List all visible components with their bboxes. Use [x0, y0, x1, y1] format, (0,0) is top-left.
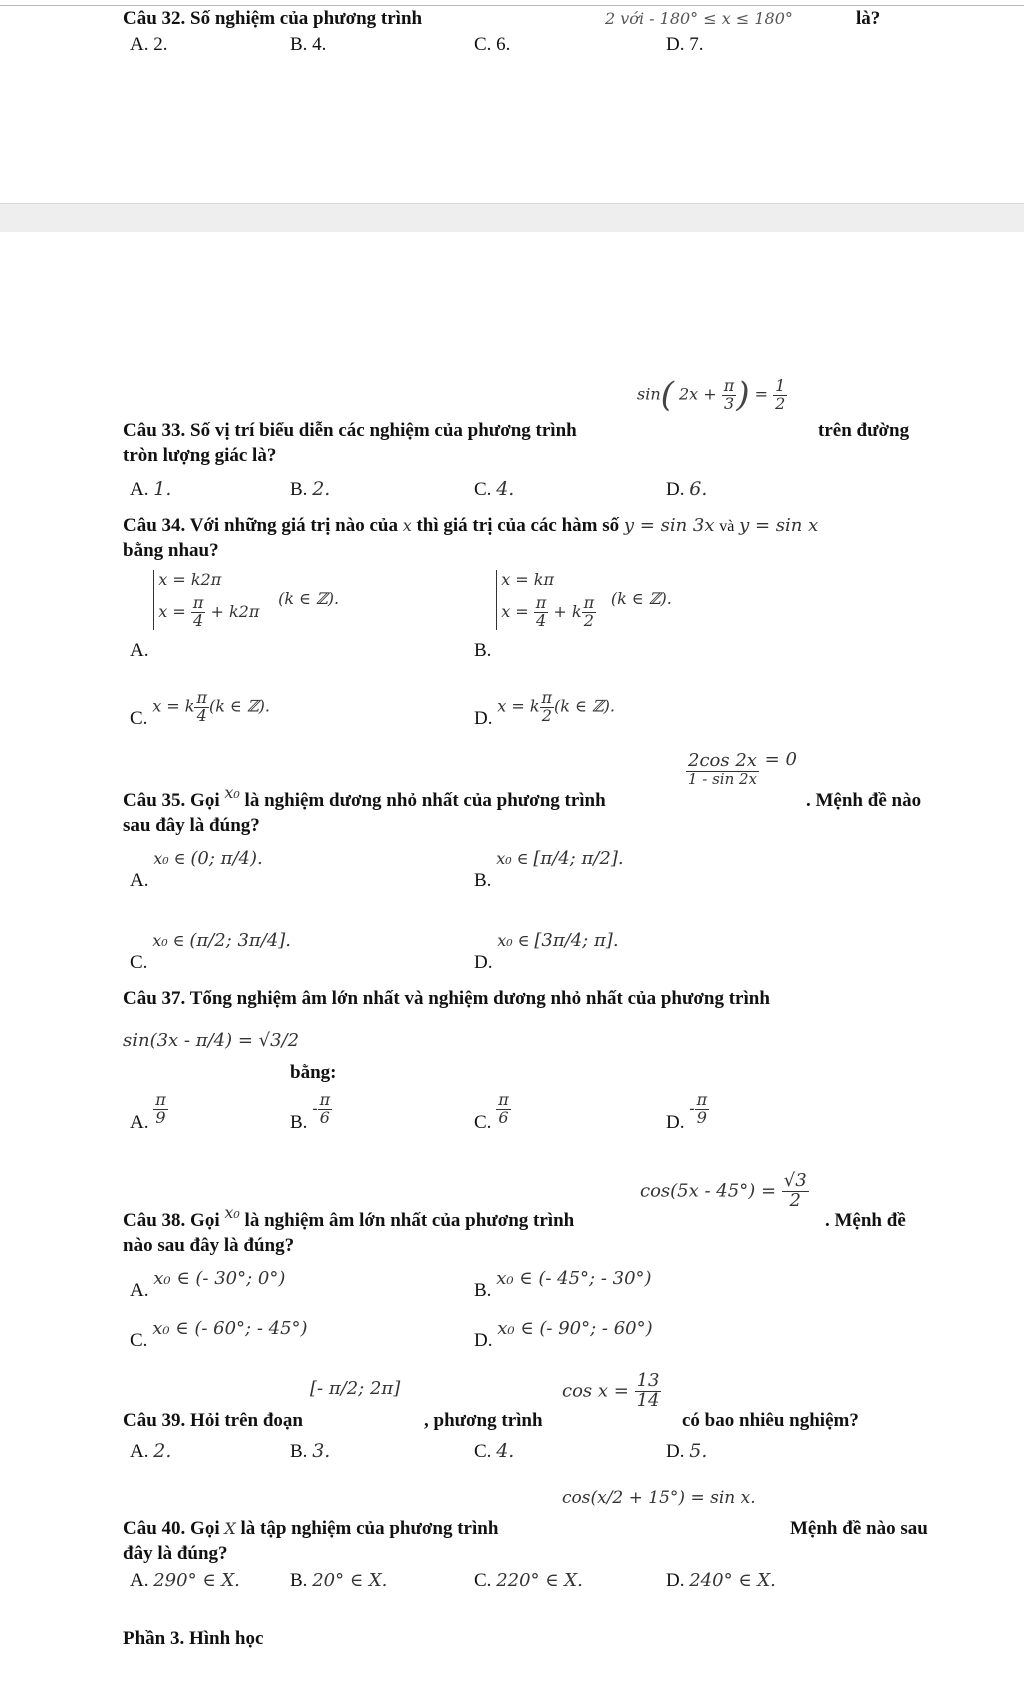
q34-var: x — [402, 516, 412, 535]
q39-interval: [- π/2; 2π] — [310, 1378, 401, 1399]
q33-b-value: 2. — [312, 478, 331, 500]
q40-equation: cos(x/2 + 15°) = sin x. — [562, 1488, 756, 1508]
q34-option-d — [474, 688, 616, 729]
q40-title: Câu 40. Gọi — [123, 1518, 220, 1539]
q39-c-label: C. — [474, 1441, 492, 1462]
q34-d-start: x = k — [497, 696, 540, 716]
q37-c-num: π — [498, 1090, 509, 1109]
q38-eq: cos(5x - 45°) = — [640, 1180, 777, 1202]
q40-c-label: C. — [474, 1570, 492, 1591]
q37-equation: sin(3x - π/4) = √3/2 — [123, 1030, 300, 1051]
q39-b-value: 3. — [312, 1440, 331, 1462]
q40-a-value: 290° ∈ X. — [153, 1570, 240, 1591]
q38-line2: nào sau đây là đúng? — [123, 1235, 295, 1256]
q33-a-value: 1. — [153, 478, 172, 500]
q32-tail: là? — [856, 8, 881, 29]
q34-option-c — [130, 688, 270, 729]
q33-eq-num: π — [723, 375, 735, 395]
q34-a-k: (k ∈ ℤ). — [278, 589, 340, 609]
q40-line2: đây là đúng? — [123, 1543, 228, 1564]
q34-and: và — [719, 518, 735, 535]
q34-a-line2-start: x = — [158, 601, 186, 621]
q34-b-line2-start: x = — [501, 601, 529, 621]
q33-b-label: B. — [290, 479, 308, 500]
q39-equation — [562, 1372, 661, 1411]
q35-c-var: x₀ ∈ — [152, 931, 185, 950]
q39-eq: cos x = — [562, 1380, 629, 1402]
q38-rhs-den: 2 — [789, 1189, 801, 1211]
q37-a-label: A. — [130, 1111, 149, 1133]
q37-title: Câu 37. Tổng nghiệm âm lớn nhất và nghiệm dương nhỏ nhất của phương trình — [123, 988, 770, 1009]
q37-b-label: B. — [290, 1111, 308, 1133]
q38-b-value: x₀ ∈ (- 45°; - 30°) — [496, 1268, 652, 1289]
q33-eq-sin: sin — [637, 384, 661, 404]
q34-b-label: B. — [474, 640, 492, 662]
q34-c-start: x = k — [152, 696, 195, 716]
q37-a-den: 9 — [155, 1107, 166, 1127]
q38-d-value: x₀ ∈ (- 90°; - 60°) — [497, 1318, 653, 1339]
q35-d-interval: [3π/4; π]. — [534, 930, 619, 951]
q34-c-k: (k ∈ ℤ). — [209, 696, 270, 716]
q39-mid: , phương trình — [424, 1410, 543, 1431]
q35-equation — [686, 748, 797, 788]
q37-c-den: 6 — [498, 1107, 509, 1127]
q34-b-den: 4 — [535, 610, 547, 630]
q35-a-label: A. — [130, 870, 149, 891]
q39-rhs-den: 14 — [636, 1389, 660, 1411]
q38-tail: . Mệnh đề — [825, 1210, 906, 1231]
q33-eq-inner: 2x + — [679, 384, 717, 404]
q34-line2: bằng nhau? — [123, 540, 219, 561]
q37-b-num: π — [319, 1090, 331, 1109]
q40-a-label: A. — [130, 1570, 149, 1591]
q34-a-den: 4 — [193, 610, 204, 630]
q34-func1: y = sin 3x — [623, 515, 715, 536]
q40-b-label: B. — [290, 1570, 308, 1591]
q33-c-label: C. — [474, 479, 492, 500]
q37-b-den: 6 — [319, 1107, 330, 1127]
q35-title: Câu 35. Gọi — [123, 790, 220, 811]
q34-option-a — [130, 570, 340, 662]
page-gap — [0, 203, 1024, 232]
q34-a-line1: x = k2π — [158, 570, 222, 589]
q39-c-value: 4. — [496, 1440, 515, 1462]
q32-option-b: B. 4. — [290, 34, 327, 55]
q32-option-c: C. 6. — [474, 34, 511, 55]
q38-a-value: x₀ ∈ (- 30°; 0°) — [153, 1268, 286, 1289]
q38-mid: là nghiệm âm lớn nhất của phương trình — [244, 1210, 575, 1231]
q39-b-label: B. — [290, 1441, 308, 1462]
q34-b-k: (k ∈ ℤ). — [610, 589, 672, 609]
q34-b-num: π — [535, 593, 547, 613]
q34-option-b — [474, 570, 672, 662]
section-heading: Phần 3. Hình học — [123, 1628, 264, 1649]
q33-equation: sin( 2x + $\frac{\pi}{3}$ ) = $\frac{1}{2}$ — [637, 375, 786, 415]
q33-a-label: A. — [130, 479, 149, 500]
q34-func2: y = sin x — [739, 515, 819, 536]
q33-eq-den: 3 — [723, 393, 735, 413]
q38-d-label: D. — [474, 1330, 493, 1351]
q38-rhs-num: √3 — [783, 1170, 807, 1191]
q35-d-var: x₀ ∈ — [497, 931, 530, 950]
q37-a-num: π — [155, 1090, 166, 1109]
q38-b-label: B. — [474, 1280, 492, 1301]
q34-a-line2-end: + k2π — [210, 601, 260, 621]
q33-line2: tròn lượng giác là? — [123, 445, 277, 466]
q40-var: X — [224, 1519, 236, 1538]
q34-a-label: A. — [130, 640, 149, 662]
q34-c-label: C. — [130, 707, 148, 729]
q38-c-label: C. — [130, 1330, 148, 1351]
q40-b-value: 20° ∈ X. — [312, 1570, 388, 1591]
q35-line2: sau đây là đúng? — [123, 815, 260, 836]
q35-b-var: x₀ ∈ — [496, 849, 529, 868]
q33-rhs-num: 1 — [775, 375, 786, 395]
q34-c-num: π — [196, 688, 207, 707]
top-rule — [0, 5, 1024, 6]
q35-d-label: D. — [474, 952, 493, 973]
q35-a-var: x₀ ∈ — [153, 849, 186, 868]
q40-d-value: 240° ∈ X. — [689, 1570, 776, 1591]
q39-a-value: 2. — [153, 1440, 172, 1462]
q32-option-d: D. 7. — [666, 34, 704, 55]
q35-eq-num: 2cos 2x — [688, 750, 757, 771]
q37-tail: bằng: — [290, 1062, 337, 1083]
q34-d-label: D. — [474, 707, 493, 729]
q35-eq-den: 1 - sin 2x — [687, 769, 757, 788]
q32-title: Câu 32. Số nghiệm của phương trình — [123, 8, 423, 29]
q39-rhs-num: 13 — [636, 1370, 660, 1391]
q38-var: x₀ — [224, 1203, 240, 1222]
q38-a-label: A. — [130, 1280, 149, 1301]
q34-b-den2: 2 — [583, 610, 594, 630]
q35-eq-rhs: = 0 — [764, 748, 797, 770]
q33-c-value: 4. — [496, 478, 515, 500]
q34-d-den: 2 — [541, 705, 552, 725]
q40-mid: là tập nghiệm của phương trình — [240, 1518, 499, 1539]
q32-equation: 2 với - 180° ≤ x ≤ 180° — [605, 9, 793, 28]
q35-b-interval: [π/4; π/2]. — [533, 848, 624, 869]
q40-d-label: D. — [666, 1570, 685, 1591]
q38-equation — [640, 1172, 809, 1211]
q35-tail: . Mệnh đề nào — [806, 790, 922, 811]
q33-d-label: D. — [666, 479, 685, 500]
q39-a-label: A. — [130, 1441, 149, 1462]
q35-c-label: C. — [130, 952, 148, 973]
q34-mid: thì giá trị của các hàm số — [416, 515, 620, 536]
q34-c-den: 4 — [196, 705, 207, 725]
q34-d-k: (k ∈ ℤ). — [554, 696, 616, 716]
q37-c-label: C. — [474, 1111, 492, 1133]
q33-tail: trên đường — [818, 420, 910, 441]
q33-eq-equals: = — [754, 384, 769, 404]
q37-d-den: 9 — [696, 1107, 707, 1127]
q39-d-label: D. — [666, 1441, 685, 1462]
q34-title: Câu 34. Với những giá trị nào của — [123, 515, 398, 536]
q32-option-a: A. 2. — [130, 34, 168, 55]
q34-b-line2-mid: + k — [553, 601, 582, 621]
q33-title: Câu 33. Số vị trí biểu diễn các nghiệm của phương trình — [123, 420, 577, 441]
q35-a-interval: (0; π/4). — [190, 848, 263, 869]
q38-title: Câu 38. Gọi — [123, 1210, 220, 1231]
q37-d-label: D. — [666, 1111, 685, 1133]
q38-c-value: x₀ ∈ (- 60°; - 45°) — [152, 1318, 308, 1339]
q35-mid: là nghiệm dương nhỏ nhất của phương trình — [244, 790, 606, 811]
q35-c-interval: (π/2; 3π/4]. — [189, 930, 292, 951]
q40-tail: Mệnh đề nào sau — [790, 1518, 928, 1539]
q33-d-value: 6. — [689, 478, 708, 500]
q34-a-num: π — [192, 593, 204, 613]
q40-c-value: 220° ∈ X. — [496, 1570, 583, 1591]
q37-d-num: π — [696, 1090, 708, 1109]
q39-d-value: 5. — [689, 1440, 708, 1462]
q39-tail: có bao nhiêu nghiệm? — [682, 1410, 859, 1431]
q35-b-label: B. — [474, 870, 492, 891]
q34-d-num: π — [541, 688, 553, 707]
q34-b-num2: π — [583, 593, 595, 613]
q39-title: Câu 39. Hỏi trên đoạn — [123, 1410, 303, 1431]
q34-b-line1: x = kπ — [501, 570, 554, 589]
q35-var: x₀ — [224, 783, 240, 802]
q33-rhs-den: 2 — [775, 393, 786, 413]
